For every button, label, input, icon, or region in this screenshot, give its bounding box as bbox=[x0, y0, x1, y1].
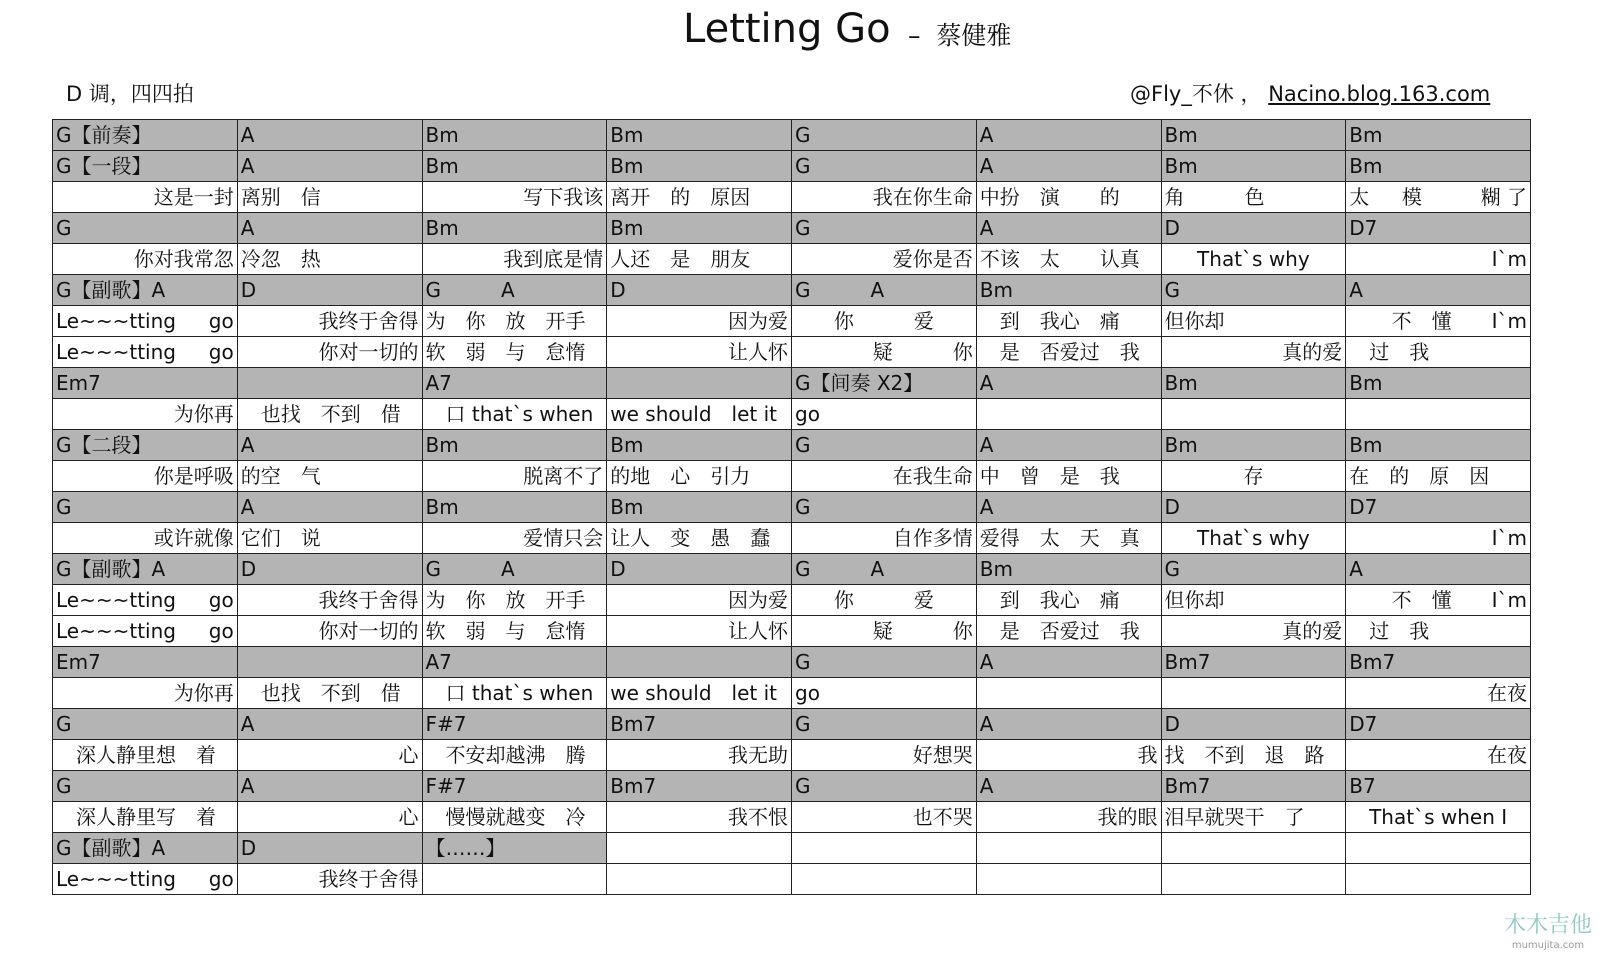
chord-cell: D bbox=[237, 275, 422, 306]
chord-cell: A bbox=[976, 120, 1161, 151]
lyric-cell: That`s why bbox=[1161, 523, 1346, 554]
chord-row bbox=[53, 120, 1531, 151]
chord-cell: D bbox=[237, 833, 422, 864]
lyric-cell: 但你却 bbox=[1161, 585, 1346, 616]
chord-cell: G bbox=[792, 213, 977, 244]
lyric-cell bbox=[976, 864, 1161, 895]
lyric-cell: 的地 心 引力 bbox=[607, 461, 792, 492]
lyric-row bbox=[53, 802, 1531, 833]
chord-row bbox=[53, 492, 1531, 523]
credit bbox=[1130, 78, 1490, 108]
chord-cell: Em7 bbox=[53, 647, 238, 678]
lyric-cell: 软 弱 与 怠惰 bbox=[422, 337, 607, 368]
lyric-cell: 软 弱 与 怠惰 bbox=[422, 616, 607, 647]
lyric-cell: 我 bbox=[976, 740, 1161, 771]
lyric-cell: That`s why bbox=[1161, 244, 1346, 275]
lyric-row bbox=[53, 306, 1531, 337]
chord-cell: A bbox=[1346, 554, 1531, 585]
chord-cell: G bbox=[53, 771, 238, 802]
chord-cell: Bm7 bbox=[607, 709, 792, 740]
lyric-cell: 深人静里写 着 bbox=[53, 802, 238, 833]
chord-cell bbox=[976, 833, 1161, 864]
watermark-logo bbox=[1503, 913, 1592, 956]
lyric-cell: we should let it bbox=[607, 678, 792, 709]
lyric-cell bbox=[1346, 399, 1531, 430]
chord-cell: G A bbox=[792, 554, 977, 585]
credit-author: @Fly_不休 ， bbox=[1130, 82, 1262, 106]
chord-sheet-table bbox=[52, 119, 1531, 895]
lyric-cell: 人还 是 朋友 bbox=[607, 244, 792, 275]
chord-cell: Bm bbox=[1346, 151, 1531, 182]
key-and-time-signature: D 调，四四拍 bbox=[66, 82, 194, 106]
chord-cell: A bbox=[1346, 275, 1531, 306]
lyric-cell: 离开 的 原因 bbox=[607, 182, 792, 213]
lyric-cell: Le~~~tting go bbox=[53, 864, 238, 895]
chord-cell bbox=[237, 368, 422, 399]
chord-cell: Em7 bbox=[53, 368, 238, 399]
lyric-cell: 泪早就哭干 了 bbox=[1161, 802, 1346, 833]
lyric-cell: 心 bbox=[237, 802, 422, 833]
lyric-cell: 让人 变 愚 蠢 bbox=[607, 523, 792, 554]
lyric-cell: 深人静里想 着 bbox=[53, 740, 238, 771]
chord-cell: A bbox=[976, 430, 1161, 461]
lyric-cell: 好想哭 bbox=[792, 740, 977, 771]
chord-cell: G bbox=[792, 492, 977, 523]
lyric-cell: 角 色 bbox=[1161, 182, 1346, 213]
lyric-cell bbox=[976, 678, 1161, 709]
watermark-site: mumujita.com bbox=[1511, 940, 1585, 951]
chord-row bbox=[53, 833, 1531, 864]
chord-cell: Bm7 bbox=[607, 771, 792, 802]
lyric-cell: 也不哭 bbox=[792, 802, 977, 833]
artist-name: – 蔡健雅 bbox=[908, 21, 1012, 50]
lyric-cell: 口 that`s when bbox=[422, 399, 607, 430]
chord-cell: G A bbox=[422, 554, 607, 585]
chord-cell: D bbox=[607, 554, 792, 585]
lyric-cell: 过 我 bbox=[1346, 337, 1531, 368]
chord-cell: G【副歌】A bbox=[53, 554, 238, 585]
lyric-cell: Le~~~tting go bbox=[53, 585, 238, 616]
lyric-cell: 为你再 bbox=[53, 399, 238, 430]
lyric-row bbox=[53, 399, 1531, 430]
chord-cell: A bbox=[976, 771, 1161, 802]
chord-cell: D7 bbox=[1346, 709, 1531, 740]
lyric-row bbox=[53, 616, 1531, 647]
lyric-cell: 你对一切的 bbox=[237, 337, 422, 368]
chord-cell: G【二段】 bbox=[53, 430, 238, 461]
chord-cell: G bbox=[53, 492, 238, 523]
chord-cell: G【一段】 bbox=[53, 151, 238, 182]
chord-cell: Bm bbox=[607, 213, 792, 244]
chord-cell: D7 bbox=[1346, 492, 1531, 523]
lyric-cell: we should let it bbox=[607, 399, 792, 430]
lyric-row bbox=[53, 182, 1531, 213]
lyric-cell bbox=[792, 864, 977, 895]
chord-cell: G bbox=[53, 213, 238, 244]
chord-cell: D bbox=[1161, 709, 1346, 740]
lyric-row bbox=[53, 461, 1531, 492]
chord-cell: G【副歌】A bbox=[53, 833, 238, 864]
chord-cell: Bm bbox=[422, 430, 607, 461]
lyric-cell: 脱离不了 bbox=[422, 461, 607, 492]
lyric-cell: 也找 不到 借 bbox=[237, 678, 422, 709]
chord-row bbox=[53, 647, 1531, 678]
lyric-cell: 不 懂 I`m bbox=[1346, 585, 1531, 616]
chord-cell bbox=[607, 368, 792, 399]
lyric-row bbox=[53, 337, 1531, 368]
lyric-row bbox=[53, 244, 1531, 275]
lyric-cell bbox=[1161, 864, 1346, 895]
lyric-cell: 在 的 原 因 bbox=[1346, 461, 1531, 492]
chord-row bbox=[53, 709, 1531, 740]
chord-cell: G bbox=[792, 771, 977, 802]
chord-cell: Bm bbox=[976, 554, 1161, 585]
lyric-cell: 我到底是情 bbox=[422, 244, 607, 275]
lyric-cell: go bbox=[792, 678, 977, 709]
lyric-cell: 这是一封 bbox=[53, 182, 238, 213]
chord-cell: F#7 bbox=[422, 709, 607, 740]
lyric-cell: 存 bbox=[1161, 461, 1346, 492]
lyric-cell: I`m bbox=[1346, 523, 1531, 554]
chord-cell: G bbox=[53, 709, 238, 740]
chord-cell: Bm bbox=[1161, 151, 1346, 182]
chord-row bbox=[53, 368, 1531, 399]
chord-cell: A bbox=[237, 709, 422, 740]
chord-cell: Bm bbox=[422, 213, 607, 244]
chord-row bbox=[53, 151, 1531, 182]
lyric-cell: 心 bbox=[237, 740, 422, 771]
lyric-cell: 你 爱 bbox=[792, 585, 977, 616]
lyric-row bbox=[53, 740, 1531, 771]
lyric-cell: 在夜 bbox=[1346, 740, 1531, 771]
chord-cell: A bbox=[237, 213, 422, 244]
chord-cell: A7 bbox=[422, 647, 607, 678]
lyric-cell: I`m bbox=[1346, 244, 1531, 275]
chord-cell: A bbox=[976, 213, 1161, 244]
lyric-cell: 自作多情 bbox=[792, 523, 977, 554]
chord-cell: G bbox=[1161, 554, 1346, 585]
lyric-cell: 我的眼 bbox=[976, 802, 1161, 833]
chord-cell: A bbox=[237, 771, 422, 802]
lyric-cell: 爱你是否 bbox=[792, 244, 977, 275]
chord-cell: A bbox=[237, 430, 422, 461]
song-title: Letting Go bbox=[683, 6, 891, 52]
lyric-row bbox=[53, 585, 1531, 616]
lyric-cell: 不该 太 认真 bbox=[976, 244, 1161, 275]
lyric-cell bbox=[976, 399, 1161, 430]
lyric-cell: 在我生命 bbox=[792, 461, 977, 492]
chord-cell: Bm7 bbox=[1161, 647, 1346, 678]
chord-cell: A bbox=[237, 120, 422, 151]
lyric-cell: 在夜 bbox=[1346, 678, 1531, 709]
lyric-cell: 我终于舍得 bbox=[237, 585, 422, 616]
lyric-cell: 爱情只会 bbox=[422, 523, 607, 554]
chord-cell: Bm bbox=[1161, 120, 1346, 151]
lyric-cell: 到 我心 痛 bbox=[976, 585, 1161, 616]
chord-row bbox=[53, 771, 1531, 802]
chord-cell: G bbox=[1161, 275, 1346, 306]
lyric-cell: 是 否爱过 我 bbox=[976, 337, 1161, 368]
lyric-cell: 找 不到 退 路 bbox=[1161, 740, 1346, 771]
lyric-cell: 中扮 演 的 bbox=[976, 182, 1161, 213]
lyric-cell: 我在你生命 bbox=[792, 182, 977, 213]
lyric-cell: 让人怀 bbox=[607, 616, 792, 647]
lyric-cell: 让人怀 bbox=[607, 337, 792, 368]
chord-cell: Bm bbox=[422, 492, 607, 523]
lyric-cell bbox=[607, 864, 792, 895]
lyric-cell: 太 模 糊了 bbox=[1346, 182, 1531, 213]
chord-cell: D bbox=[1161, 492, 1346, 523]
chord-cell: A7 bbox=[422, 368, 607, 399]
lyric-cell: 不安却越沸 腾 bbox=[422, 740, 607, 771]
chord-cell: Bm bbox=[607, 430, 792, 461]
chord-cell: G bbox=[792, 151, 977, 182]
chord-cell: Bm bbox=[1161, 368, 1346, 399]
chord-cell: Bm bbox=[422, 151, 607, 182]
lyric-cell: 真的爱 bbox=[1161, 337, 1346, 368]
chord-cell: G bbox=[792, 647, 977, 678]
chord-cell: F#7 bbox=[422, 771, 607, 802]
lyric-cell: Le~~~tting go bbox=[53, 337, 238, 368]
lyric-cell: 我终于舍得 bbox=[237, 306, 422, 337]
credit-site-link[interactable]: Nacino.blog.163.com bbox=[1268, 82, 1491, 106]
lyric-cell: 或许就像 bbox=[53, 523, 238, 554]
chord-cell: A bbox=[237, 492, 422, 523]
chord-cell: Bm7 bbox=[1346, 647, 1531, 678]
chord-cell: A bbox=[976, 647, 1161, 678]
chord-cell bbox=[1161, 833, 1346, 864]
chord-cell: G【间奏 X2】 bbox=[792, 368, 977, 399]
chord-cell: Bm7 bbox=[1161, 771, 1346, 802]
lyric-cell: 的空 气 bbox=[237, 461, 422, 492]
lyric-cell: 爱得 太 天 真 bbox=[976, 523, 1161, 554]
chord-cell: Bm bbox=[1346, 120, 1531, 151]
chord-cell: Bm bbox=[976, 275, 1161, 306]
chord-cell: Bm bbox=[607, 151, 792, 182]
lyric-cell: 不 懂 I`m bbox=[1346, 306, 1531, 337]
chord-cell: A bbox=[976, 151, 1161, 182]
chord-row bbox=[53, 554, 1531, 585]
chord-cell bbox=[237, 647, 422, 678]
chord-cell: G bbox=[792, 120, 977, 151]
lyric-cell: 因为爱 bbox=[607, 306, 792, 337]
lyric-cell: 为 你 放 开手 bbox=[422, 585, 607, 616]
chord-cell bbox=[1346, 833, 1531, 864]
chord-cell: D7 bbox=[1346, 213, 1531, 244]
chord-cell: G【前奏】 bbox=[53, 120, 238, 151]
chord-cell: G A bbox=[422, 275, 607, 306]
lyric-cell: 慢慢就越变 冷 bbox=[422, 802, 607, 833]
chord-cell: G bbox=[792, 709, 977, 740]
lyric-cell: 也找 不到 借 bbox=[237, 399, 422, 430]
watermark-name: 木木吉他 bbox=[1503, 913, 1592, 938]
chord-cell: D bbox=[607, 275, 792, 306]
chord-cell: Bm bbox=[1346, 368, 1531, 399]
chord-cell: A bbox=[237, 151, 422, 182]
chord-cell: Bm bbox=[607, 492, 792, 523]
lyric-cell: 到 我心 痛 bbox=[976, 306, 1161, 337]
chord-row bbox=[53, 213, 1531, 244]
chord-cell: G A bbox=[792, 275, 977, 306]
chord-cell: Bm bbox=[1161, 430, 1346, 461]
lyric-cell: 疑 你 bbox=[792, 616, 977, 647]
chord-cell: 【……】 bbox=[422, 833, 607, 864]
lyric-cell: 口 that`s when bbox=[422, 678, 607, 709]
chord-cell: D bbox=[1161, 213, 1346, 244]
lyric-cell: 但你却 bbox=[1161, 306, 1346, 337]
lyric-cell: 我终于舍得 bbox=[237, 864, 422, 895]
chord-cell: Bm bbox=[1346, 430, 1531, 461]
lyric-cell: 我无助 bbox=[607, 740, 792, 771]
lyric-cell: 你 爱 bbox=[792, 306, 977, 337]
lyric-cell: 因为爱 bbox=[607, 585, 792, 616]
chord-cell: A bbox=[976, 709, 1161, 740]
lyric-cell bbox=[1161, 399, 1346, 430]
lyric-cell: 中 曾 是 我 bbox=[976, 461, 1161, 492]
lyric-cell: 离别 信 bbox=[237, 182, 422, 213]
lyric-cell bbox=[422, 864, 607, 895]
chord-cell: Bm bbox=[607, 120, 792, 151]
chord-row bbox=[53, 275, 1531, 306]
lyric-cell: 为 你 放 开手 bbox=[422, 306, 607, 337]
chord-cell: D bbox=[237, 554, 422, 585]
chord-cell: G【副歌】A bbox=[53, 275, 238, 306]
lyric-cell: 过 我 bbox=[1346, 616, 1531, 647]
lyric-row bbox=[53, 864, 1531, 895]
lyric-cell: go bbox=[792, 399, 977, 430]
lyric-cell bbox=[1161, 678, 1346, 709]
chord-cell: Bm bbox=[422, 120, 607, 151]
lyric-cell: 真的爱 bbox=[1161, 616, 1346, 647]
lyric-cell: Le~~~tting go bbox=[53, 616, 238, 647]
lyric-cell: 你对一切的 bbox=[237, 616, 422, 647]
lyric-cell: 为你再 bbox=[53, 678, 238, 709]
lyric-cell: That`s when I bbox=[1346, 802, 1531, 833]
chord-cell: A bbox=[976, 368, 1161, 399]
chord-cell bbox=[607, 647, 792, 678]
lyric-cell bbox=[1346, 864, 1531, 895]
chord-cell bbox=[792, 833, 977, 864]
lyric-cell: 它们 说 bbox=[237, 523, 422, 554]
lyric-cell: 疑 你 bbox=[792, 337, 977, 368]
chord-cell: B7 bbox=[1346, 771, 1531, 802]
lyric-cell: 是 否爱过 我 bbox=[976, 616, 1161, 647]
chord-cell: A bbox=[976, 492, 1161, 523]
lyric-row bbox=[53, 678, 1531, 709]
lyric-cell: 你对我常忽 bbox=[53, 244, 238, 275]
lyric-cell: 你是呼吸 bbox=[53, 461, 238, 492]
chord-cell bbox=[607, 833, 792, 864]
lyric-cell: Le~~~tting go bbox=[53, 306, 238, 337]
lyric-cell: 我不恨 bbox=[607, 802, 792, 833]
chord-row bbox=[53, 430, 1531, 461]
lyric-cell: 写下我该 bbox=[422, 182, 607, 213]
lyric-cell: 冷忽 热 bbox=[237, 244, 422, 275]
lyric-row bbox=[53, 523, 1531, 554]
chord-cell: G bbox=[792, 430, 977, 461]
